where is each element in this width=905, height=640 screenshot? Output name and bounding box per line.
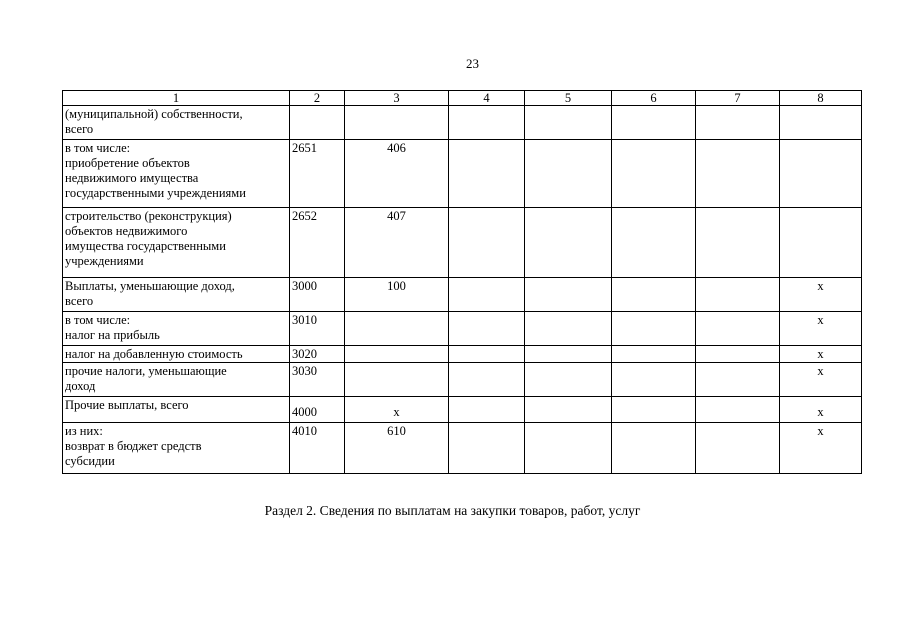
cell-line	[345, 346, 449, 363]
cell-c6	[612, 106, 696, 140]
cell-c8	[780, 140, 862, 208]
table-row	[63, 397, 862, 423]
cell-c5	[525, 363, 612, 397]
cell-c7	[696, 278, 780, 312]
table-row	[63, 363, 862, 397]
column-header: 6	[612, 91, 696, 106]
row-name-line: имущества государственными	[65, 239, 226, 253]
cell-c8: x	[780, 397, 862, 423]
cell-line: x	[345, 397, 449, 423]
cell-c7	[696, 140, 780, 208]
cell-c4	[449, 312, 525, 346]
table-body	[63, 91, 862, 474]
row-name-line: возврат в бюджет средств	[65, 439, 202, 453]
cell-c6	[612, 397, 696, 423]
cell-c7	[696, 346, 780, 363]
row-name-line: Прочие выплаты, всего	[65, 398, 189, 412]
row-name-line: (муниципальной) собственности,	[65, 107, 243, 121]
cell-c5	[525, 423, 612, 474]
table-row	[63, 208, 862, 278]
cell-code: 2652	[290, 208, 345, 278]
row-name-cell	[63, 397, 290, 423]
cell-code: 4010	[290, 423, 345, 474]
cell-c7	[696, 363, 780, 397]
row-name-line: строительство (реконструкция)	[65, 209, 232, 223]
table-row	[63, 140, 862, 208]
cell-c4	[449, 363, 525, 397]
table-row	[63, 106, 862, 140]
cell-c5	[525, 140, 612, 208]
row-name-cell	[63, 363, 290, 397]
row-name-line: в том числе:	[65, 313, 131, 327]
row-name-line: всего	[65, 294, 94, 308]
cell-c5	[525, 278, 612, 312]
row-name-line: субсидии	[65, 454, 115, 468]
cell-c8: x	[780, 312, 862, 346]
cell-c7	[696, 423, 780, 474]
cell-code: 3020	[290, 346, 345, 363]
table-row	[63, 423, 862, 474]
cell-c5	[525, 397, 612, 423]
row-name-line: доход	[65, 379, 96, 393]
cell-line: 407	[345, 208, 449, 278]
row-name-cell	[63, 346, 290, 363]
row-name-line: прочие налоги, уменьшающие	[65, 364, 227, 378]
cell-c4	[449, 346, 525, 363]
cell-c4	[449, 140, 525, 208]
cell-line: 610	[345, 423, 449, 474]
cell-c8: x	[780, 278, 862, 312]
row-name-line: налог на прибыль	[65, 328, 160, 342]
section-title: Раздел 2. Сведения по выплатам на закупки товаров, работ, услуг	[264, 503, 641, 518]
page-number: 23	[466, 56, 479, 71]
cell-line: 406	[345, 140, 449, 208]
cell-c4	[449, 397, 525, 423]
cell-c5	[525, 106, 612, 140]
cell-c7	[696, 397, 780, 423]
table-row	[63, 312, 862, 346]
column-header: 2	[290, 91, 345, 106]
cell-c6	[612, 208, 696, 278]
column-header: 7	[696, 91, 780, 106]
column-header: 8	[780, 91, 862, 106]
cell-c7	[696, 106, 780, 140]
cell-code: 4000	[290, 397, 345, 423]
column-header: 1	[63, 91, 290, 106]
cell-line: 100	[345, 278, 449, 312]
row-name-line: объектов недвижимого	[65, 224, 188, 238]
row-name-line: государственными учреждениями	[65, 186, 246, 200]
cell-c5	[525, 312, 612, 346]
cell-c8	[780, 208, 862, 278]
row-name-cell	[63, 208, 290, 278]
cell-c6	[612, 278, 696, 312]
row-name-line: учреждениями	[65, 254, 144, 268]
cell-c6	[612, 423, 696, 474]
cell-c7	[696, 312, 780, 346]
row-name-line: из них:	[65, 424, 103, 438]
cell-c8: x	[780, 363, 862, 397]
table-row	[63, 346, 862, 363]
cell-c7	[696, 208, 780, 278]
cell-line	[345, 363, 449, 397]
cell-c4	[449, 423, 525, 474]
cell-code: 3010	[290, 312, 345, 346]
cell-code: 2651	[290, 140, 345, 208]
cell-code: 3000	[290, 278, 345, 312]
report-table	[62, 90, 862, 474]
row-name-line: в том числе:	[65, 141, 131, 155]
cell-code	[290, 106, 345, 140]
row-name-cell	[63, 140, 290, 208]
table-header-row	[63, 91, 862, 106]
row-name-line: приобретение объектов	[65, 156, 190, 170]
row-name-line: всего	[65, 122, 94, 136]
column-header: 3	[345, 91, 449, 106]
cell-line	[345, 106, 449, 140]
row-name-cell	[63, 423, 290, 474]
cell-c6	[612, 312, 696, 346]
row-name-line: налог на добавленную стоимость	[65, 347, 243, 361]
row-name-cell	[63, 106, 290, 140]
cell-c5	[525, 346, 612, 363]
row-name-line: недвижимого имущества	[65, 171, 199, 185]
table-row	[63, 278, 862, 312]
cell-c8: x	[780, 346, 862, 363]
cell-c5	[525, 208, 612, 278]
cell-c6	[612, 346, 696, 363]
cell-c6	[612, 363, 696, 397]
cell-code: 3030	[290, 363, 345, 397]
column-header: 4	[449, 91, 525, 106]
row-name-line: Выплаты, уменьшающие доход,	[65, 279, 235, 293]
cell-line	[345, 312, 449, 346]
row-name-cell	[63, 312, 290, 346]
cell-c4	[449, 106, 525, 140]
row-name-cell	[63, 278, 290, 312]
cell-c6	[612, 140, 696, 208]
cell-c4	[449, 278, 525, 312]
cell-c8: x	[780, 423, 862, 474]
column-header: 5	[525, 91, 612, 106]
cell-c8	[780, 106, 862, 140]
cell-c4	[449, 208, 525, 278]
